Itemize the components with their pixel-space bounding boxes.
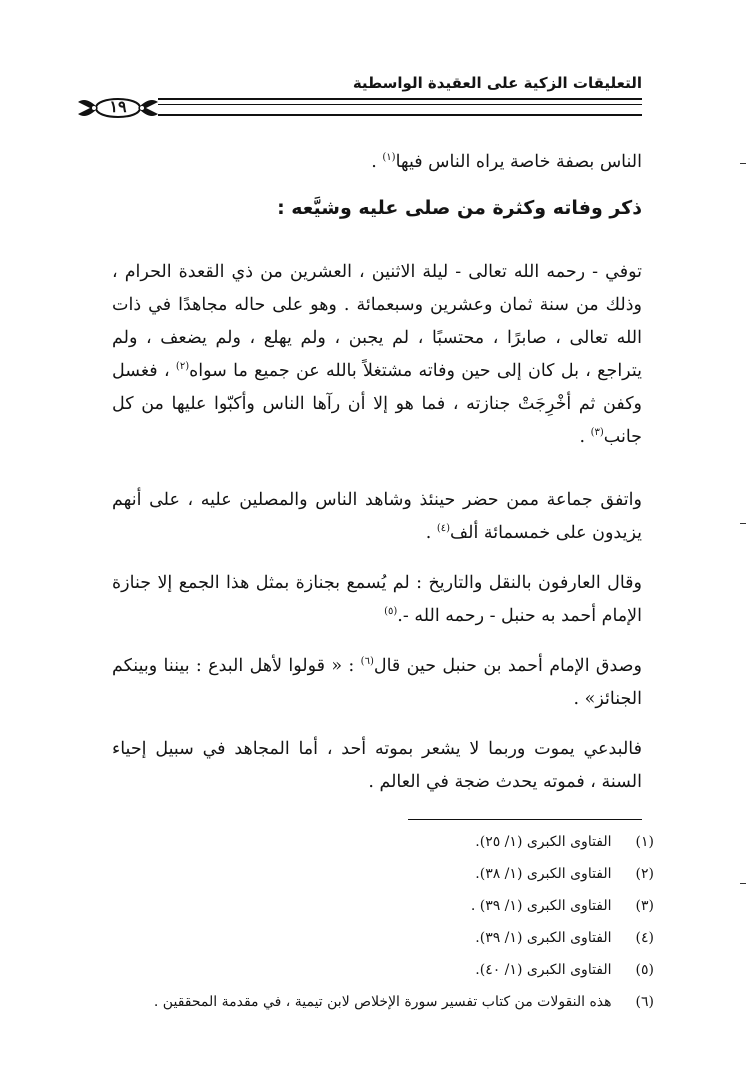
footnote-text: الفتاوى الكبرى (١/ ٣٨). xyxy=(475,866,612,882)
paragraph-end: . xyxy=(425,523,437,543)
paragraph-attendance xyxy=(112,484,642,550)
footnotes xyxy=(94,826,654,1018)
footnote-ref: (٦) xyxy=(360,656,374,667)
footnote-ref: (٤) xyxy=(436,523,451,534)
paragraph-historians xyxy=(112,567,642,633)
paragraph-text: توفي - رحمه الله تعالى - ليلة الاثنين ، العشرين من ذي القعدة الحرام ، وذلك من سنة ثمان وعشرين وسبعمائة . وهو على حاله مجاهدًا في ذات الله تعالى ، صابرًا ، محتسبًا ، لم يجبن ، ولم يهلع ، ولم يضعف ، ولم يتراجع ، بل كان إلى حين وفاته مشتغلاً بالله عن جميع ما سواه xyxy=(112,262,642,381)
footnote-text: الفتاوى الكبرى (١/ ٢٥). xyxy=(475,834,612,850)
footnote-number: (٤) xyxy=(635,930,654,946)
paragraph-text: : « قولوا لأهل البدع : بيننا وبينكم الجنائز» . xyxy=(112,656,642,709)
footnote-ref: (٢) xyxy=(175,361,190,372)
paragraph-death xyxy=(112,256,642,454)
page-number: ١٩ xyxy=(109,97,127,116)
paragraph-text: ، فغسل وكفن ثم أخْرِجَتْ جنازته ، فما هو إلا أن رآها الناس وأكبّوا عليها من كل جانب xyxy=(112,361,642,447)
footnote-number: (٢) xyxy=(635,866,654,882)
footnote-item xyxy=(94,826,654,858)
footnote-number: (١) xyxy=(635,834,654,850)
paragraph-text: وصدق الإمام أحمد بن حنبل حين قال xyxy=(373,656,642,676)
footnote-number: (٦) xyxy=(635,994,654,1010)
footnote-separator xyxy=(408,819,642,820)
footnote-item xyxy=(94,954,654,986)
margin-mark xyxy=(740,163,746,164)
paragraph-end: . xyxy=(371,152,383,172)
section-heading: ذكر وفاته وكثرة من صلى عليه وشيَّعه : xyxy=(277,197,642,219)
margin-mark xyxy=(740,883,746,884)
paragraph-end: . xyxy=(579,427,591,447)
footnote-ref: (٥) xyxy=(384,606,398,617)
paragraph-continuation xyxy=(112,146,642,179)
footnote-item xyxy=(94,986,654,1018)
footnote-ref: (١) xyxy=(382,152,396,163)
paragraph-quote xyxy=(112,650,642,716)
header-rule-bottom xyxy=(158,114,642,116)
paragraph-text: واتفق جماعة ممن حضر حينئذ وشاهد الناس والمصلين عليه ، على أنهم يزيدون على خمسمائة ألف xyxy=(112,490,642,543)
paragraph-conclusion: فالبدعي يموت وربما لا يشعر بموته أحد ، أما المجاهد في سبيل إحياء السنة ، فموته يحدث ضجة في العالم . xyxy=(112,739,642,792)
footnote-text: الفتاوى الكبرى (١/ ٣٩). xyxy=(475,930,612,946)
footnote-text: الفتاوى الكبرى (١/ ٤٠). xyxy=(475,962,612,978)
footnote-text: هذه النقولات من كتاب تفسير سورة الإخلاص لابن تيمية ، في مقدمة المحققين . xyxy=(153,994,612,1010)
header-rule xyxy=(158,98,642,100)
footnote-number: (٥) xyxy=(635,962,654,978)
margin-mark xyxy=(740,523,746,524)
running-title: التعليقات الزكية على العقيدة الواسطية xyxy=(352,74,642,92)
footnote-number: (٣) xyxy=(635,898,654,914)
footnote-item xyxy=(94,858,654,890)
footnote-ref: (٣) xyxy=(590,427,604,438)
header-rule-thin xyxy=(158,104,642,105)
paragraph-text: الناس بصفة خاصة يراه الناس فيها xyxy=(395,152,642,172)
footnote-text: الفتاوى الكبرى (١/ ٣٩) . xyxy=(470,898,612,914)
paragraph-text: وقال العارفون بالنقل والتاريخ : لم يُسمع بجنازة بمثل هذا الجمع إلا جنازة الإمام أحمد به حنبل - رحمه الله -. xyxy=(112,573,642,626)
footnote-item xyxy=(94,922,654,954)
footnote-item xyxy=(94,890,654,922)
